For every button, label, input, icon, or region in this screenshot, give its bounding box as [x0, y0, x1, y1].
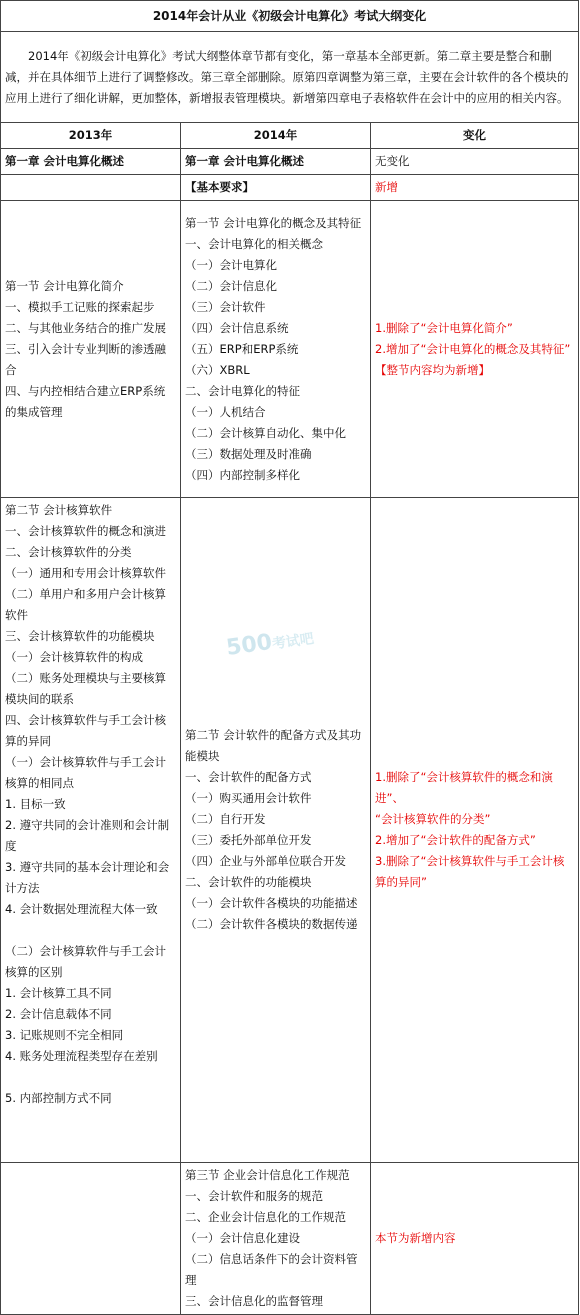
text-line: 三、会计核算软件的功能模块 [5, 629, 155, 643]
text-line: （六）XBRL [185, 362, 250, 377]
text-line: （二）单用户和多用户会计核算软件 [5, 587, 166, 622]
text-line: 4. 账务处理流程类型存在差别 [5, 1049, 158, 1063]
cell-2014-section2 [181, 498, 371, 1163]
text-line: 二、企业会计信息化的工作规范 [185, 1210, 346, 1224]
watermark-number: 500 [224, 629, 274, 661]
text-line: （二）会计核算自动化、集中化 [185, 425, 346, 440]
text-line: 第二节 会计核算软件 [5, 503, 113, 517]
cell-2014-basic-requirements: 【基本要求】 [181, 175, 371, 201]
text-line: 3.删除了“会计核算软件与手工会计核算的异同” [375, 854, 565, 889]
text-line [5, 920, 176, 941]
text-line: 一、会计电算化的相关概念 [185, 236, 323, 251]
intro-row [1, 32, 579, 123]
text-line: 三、引入会计专业判断的渗透融合 [5, 341, 166, 377]
text-line: 第一节 会计电算化的概念及其特征 [185, 215, 362, 230]
text-line: 4. 会计数据处理流程大体一致 [5, 902, 158, 916]
text-line: 三、会计信息化的监督管理 [185, 1294, 323, 1308]
text-line: （三）会计软件 [185, 299, 266, 314]
text-line: （三）委托外部单位开发 [185, 833, 312, 847]
header-2014: 2014年 [181, 123, 371, 149]
text-line: （一）会计软件各模块的功能描述 [185, 896, 358, 910]
text-line: （五）ERP和ERP系统 [185, 341, 299, 356]
text-line: （一）会计信息化建设 [185, 1231, 300, 1245]
text-line: 二、与其他业务结合的推广发展 [5, 320, 166, 335]
text-line: （四）内部控制多样化 [185, 467, 300, 482]
text-line: （二）会计信息化 [185, 278, 277, 293]
table-row-section1 [1, 201, 579, 498]
cell-change-chapter1: 无变化 [371, 149, 579, 175]
text-line: 一、会计软件的配备方式 [185, 770, 312, 784]
page-title: 2014年会计从业《初级会计电算化》考试大纲变化 [1, 1, 579, 32]
text-line: （四）会计信息系统 [185, 320, 289, 335]
cell-2013-chapter1: 第一章 会计电算化概述 [1, 149, 181, 175]
text-line: 第二节 会计软件的配备方式及其功能模块 [185, 728, 362, 763]
title-row [1, 1, 579, 32]
text-line: 3. 遵守共同的基本会计理论和会计方法 [5, 860, 170, 895]
text-line: （三）数据处理及时准确 [185, 446, 312, 461]
text-line: 二、会计软件的功能模块 [185, 875, 312, 889]
text-line: （一）会计电算化 [185, 257, 277, 272]
text-line: （一）通用和专用会计核算软件 [5, 566, 166, 580]
text-line: 2. 遵守共同的会计准则和会计制度 [5, 818, 170, 853]
text-line: （一）人机结合 [185, 404, 266, 419]
text-line: 四、会计核算软件与手工会计核算的异同 [5, 713, 166, 748]
table-row-chapter1 [1, 149, 579, 175]
text-line: 3. 记账规则不完全相同 [5, 1028, 124, 1042]
watermark-text: 考试吧 [271, 630, 315, 653]
text-line: 二、会计电算化的特征 [185, 383, 300, 398]
text-line: （二）会计软件各模块的数据传递 [185, 917, 358, 931]
table-row-basic-requirements [1, 175, 579, 201]
text-line: 5. 内部控制方式不同 [5, 1091, 112, 1105]
text-line: 【整节内容均为新增】 [375, 362, 490, 377]
header-2013: 2013年 [1, 123, 181, 149]
text-line: 2. 会计信息载体不同 [5, 1007, 112, 1021]
text-line: 1. 会计核算工具不同 [5, 986, 112, 1000]
text-line [5, 1067, 176, 1088]
cell-change-basic-requirements: 新增 [371, 175, 579, 201]
table-row-section3 [1, 1163, 579, 1315]
text-line: “会计核算软件的分类” [375, 812, 491, 826]
text-line: 第一节 会计电算化简介 [5, 278, 124, 293]
cell-2014-section1 [181, 201, 371, 498]
cell-2013-section2 [1, 498, 181, 1163]
text-line: （一）购买通用会计软件 [185, 791, 312, 805]
text-line: （二）会计核算软件与手工会计核算的区别 [5, 944, 166, 979]
text-line: 1.删除了“会计核算软件的概念和演进”、 [375, 770, 553, 805]
text-line: 二、会计核算软件的分类 [5, 545, 132, 559]
text-line: 1. 目标一致 [5, 797, 66, 811]
cell-change-section1 [371, 201, 579, 498]
cell-2013-basic-requirements [1, 175, 181, 201]
text-line: （一）会计核算软件与手工会计核算的相同点 [5, 755, 166, 790]
table-row-section2 [1, 498, 579, 1163]
cell-2013-section3 [1, 1163, 181, 1315]
text-line: 一、模拟手工记账的探索起步 [5, 299, 155, 314]
cell-2014-section3 [181, 1163, 371, 1315]
text-line: 四、与内控相结合建立ERP系统的集成管理 [5, 383, 166, 419]
text-line: （四）企业与外部单位联合开发 [185, 854, 346, 868]
text-line: 2.增加了“会计软件的配备方式” [375, 833, 536, 847]
cell-change-section3: 本节为新增内容 [371, 1163, 579, 1315]
text-line: （二）账务处理模块与主要核算模块间的联系 [5, 671, 166, 706]
text-line: （二）自行开发 [185, 812, 266, 826]
cell-change-section2 [371, 498, 579, 1163]
text-line: 1.删除了“会计电算化简介” [375, 320, 513, 335]
text-line: 第三节 企业会计信息化工作规范 [185, 1168, 350, 1182]
text-line: 一、会计软件和服务的规范 [185, 1189, 323, 1203]
text-line: （一）会计核算软件的构成 [5, 650, 143, 664]
text-line: （二）信息话条件下的会计资料管理 [185, 1252, 358, 1287]
header-row [1, 123, 579, 149]
cell-2013-section1 [1, 201, 181, 498]
text-line: 2.增加了“会计电算化的概念及其特征” [375, 341, 571, 356]
header-change: 变化 [371, 123, 579, 149]
text-line: 一、会计核算软件的概念和演进 [5, 524, 166, 538]
cell-2014-chapter1: 第一章 会计电算化概述 [181, 149, 371, 175]
intro-paragraph: 2014年《初级会计电算化》考试大纲整体章节都有变化，第一章基本全部更新。第二章主要是整合和删减，并在具体细节上进行了调整修改。第三章全部删除。原第四章调整为第三章，主要在会计软件的各个模块的应用上进行了细化讲解，更加整体，新增报表管理模块。新增第四章电子表格软件在会计中的应用的相关内容。 [1, 32, 579, 123]
